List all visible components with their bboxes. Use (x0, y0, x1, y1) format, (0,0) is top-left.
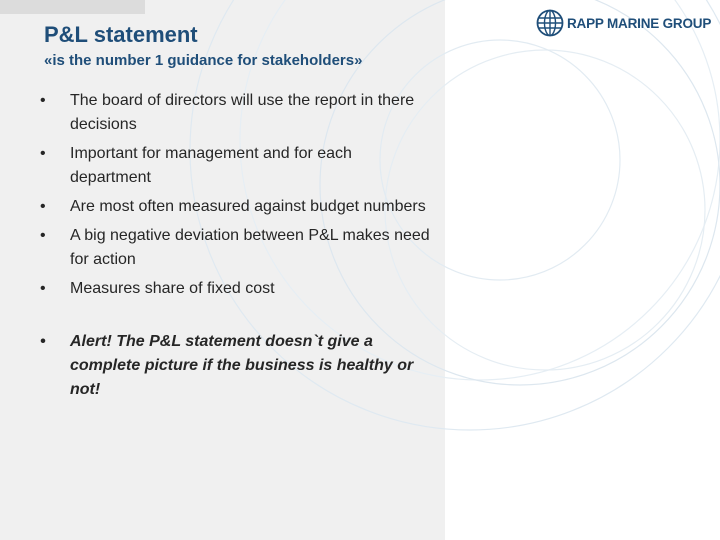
globe-icon (536, 9, 564, 37)
alert-bullet: • Alert! The P&L statement doesn`t give a complete picture if the business is healthy or not! (40, 330, 435, 402)
bullet-item: • A big negative deviation between P&L makes need for action (40, 224, 435, 272)
bullet-item: • Measures share of fixed cost (40, 277, 435, 301)
company-logo (536, 8, 711, 38)
logo-text: RAPP MARINE GROUP (567, 15, 712, 31)
header-tab (0, 0, 145, 14)
bullet-item: • Important for management and for each department (40, 142, 435, 190)
bullet-item: • Are most often measured against budget numbers (40, 195, 435, 219)
bullet-item: • The board of directors will use the report in there decisions (40, 89, 435, 137)
slide-subtitle: «is the number 1 guidance for stakeholders» (44, 52, 363, 69)
slide-title: P&L statement (44, 22, 198, 47)
bullet-list (40, 89, 435, 407)
